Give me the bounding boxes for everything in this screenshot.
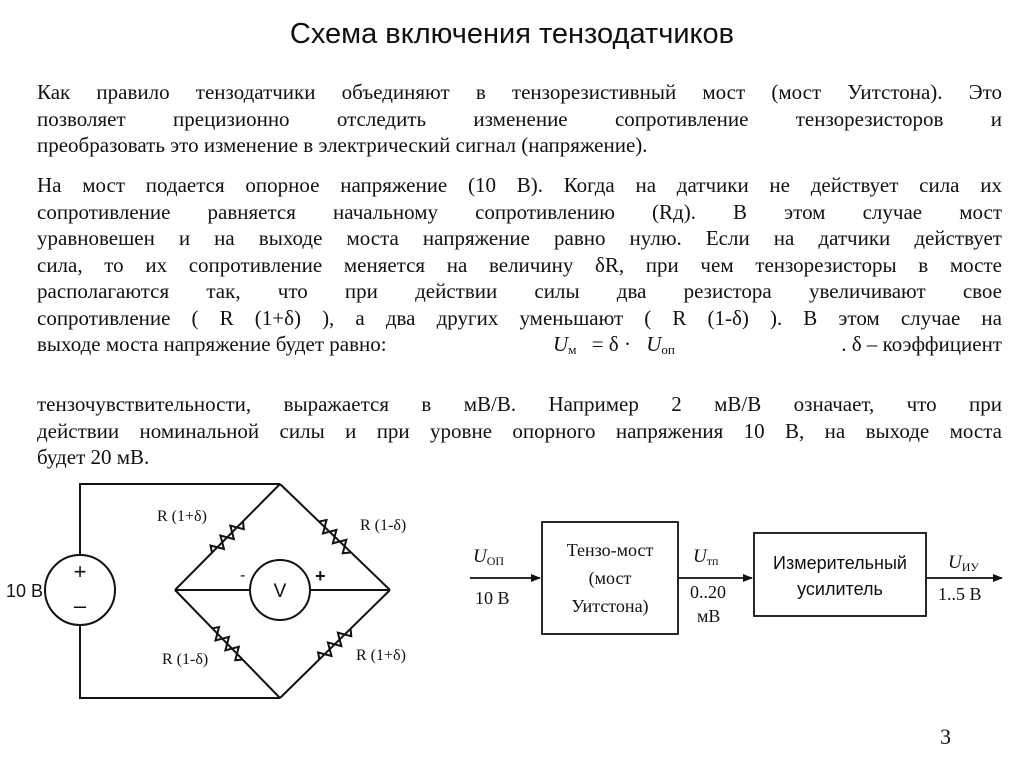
source-minus: –: [73, 593, 87, 618]
text-line: На мост подается опорное напряжение (10 В). Когда на датчики не действует сила их: [37, 173, 1002, 197]
resistor-label-top-left: R (1+δ): [157, 508, 207, 525]
box1-line: Уитстона): [571, 596, 649, 616]
amplifier-output-symbol: UИУ: [948, 552, 979, 574]
voltmeter-symbol: V: [273, 581, 287, 602]
text-line: уравновешен и на выходе моста напряжение равно нулю. Если на датчики действует: [37, 226, 1002, 250]
page-title: Схема включения тензодатчиков: [289, 18, 735, 50]
text-line: Как правило тензодатчики объединяют в тензорезистивный мост (мост Уитстона). Это: [37, 80, 1002, 104]
bridge-output-symbol: Uтп: [693, 546, 719, 568]
text-line: тензочувствительности, выражается в мВ/В. Например 2 мВ/В означает, что при: [37, 392, 1002, 416]
resistor-label-bottom-right: R (1+δ): [356, 647, 406, 664]
text-line: преобразовать это изменение в электрический сигнал (напряжение).: [37, 133, 648, 157]
source-plus: +: [73, 559, 87, 584]
resistor-label-bottom-left: R (1-δ): [162, 651, 209, 668]
text-line: будет 20 мВ.: [37, 445, 150, 469]
bridge-output-value: 0..20: [690, 582, 726, 602]
source-label: 10 В: [6, 581, 44, 601]
block-diagram: [460, 500, 1020, 650]
text-line: позволяет прецизионно отследить изменение сопротивление тензорезисторов и: [37, 106, 1002, 131]
voltmeter-minus: -: [240, 567, 246, 584]
text-line: сопротивление ( R (1+δ) ), а два других уменьшают ( R (1-δ) ). В этом случае на: [37, 305, 1002, 330]
paragraph-3: [37, 391, 1002, 471]
amplifier-output-value: 1..5 В: [938, 584, 982, 604]
input-voltage-value: 10 В: [475, 588, 510, 608]
page-number: 3: [940, 724, 951, 749]
text-line: располагаются так, что при действии силы два резистора увеличивают свое: [37, 279, 1002, 303]
input-voltage-symbol: UОП: [473, 546, 505, 568]
formula-tail: . δ – коэффициент: [841, 332, 1002, 356]
box2-line: усилитель: [797, 579, 883, 599]
paragraph-1: [37, 79, 1002, 159]
text-line: сила, то их сопротивление меняется на величину δR, при чем тензорезисторы в мосте: [37, 252, 1002, 277]
formula-intro: выходе моста напряжение будет равно:: [37, 332, 387, 356]
paragraph-2: [37, 172, 1002, 364]
bridge-diagram: [0, 470, 450, 710]
voltmeter-plus: +: [315, 566, 326, 586]
resistor-label-top-right: R (1-δ): [360, 517, 407, 534]
box1-line: Тензо-мост: [566, 540, 654, 560]
box1-line: (мост: [588, 568, 632, 588]
formula: $U_м = \delta \cdot U_{оп}$: [553, 332, 675, 357]
box2-line: Измерительный: [773, 553, 907, 573]
formula-line: [37, 331, 1002, 364]
text-line: действии номинальной силы и при уровне опорного напряжения 10 В, на выходе моста: [37, 418, 1002, 443]
bridge-output-unit: мВ: [697, 606, 721, 626]
text-line: сопротивление равняется начальному сопротивлению (Rд). В этом случае мост: [37, 199, 1002, 224]
